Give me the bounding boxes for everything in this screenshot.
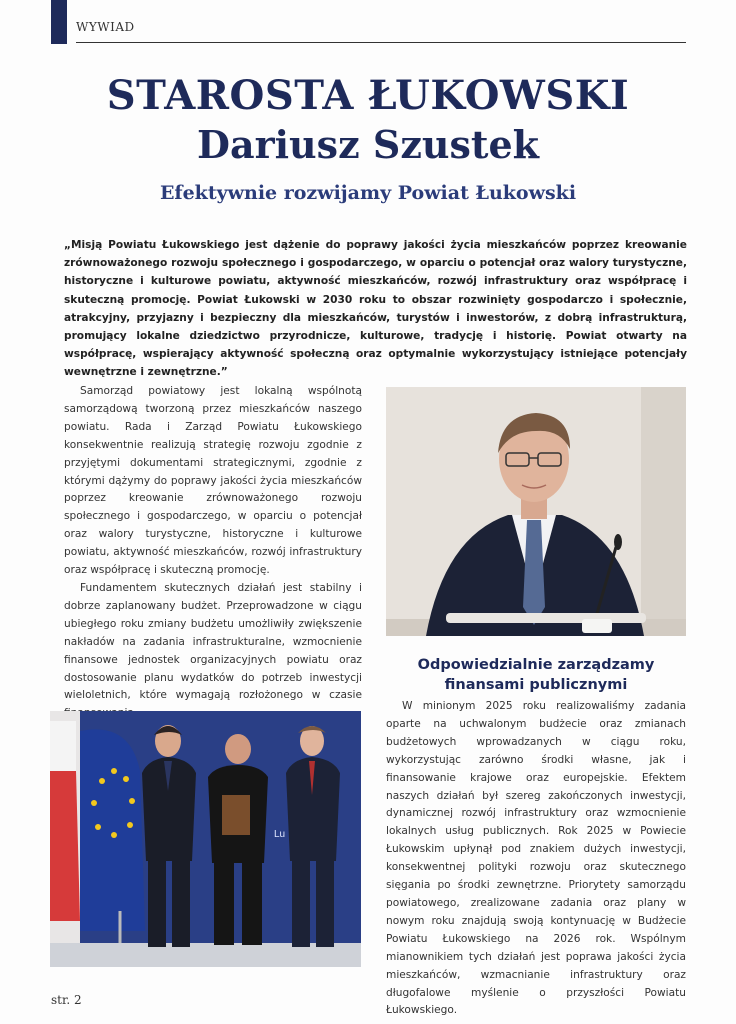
page-number: str. 2 <box>51 993 82 1007</box>
finance-subheading-line1: Odpowiedzialnie zarządzamy <box>417 657 655 673</box>
starosta-portrait-photo <box>386 387 686 636</box>
finance-subheading <box>386 655 686 695</box>
finance-subheading-line2: finansami publicznymi <box>444 677 628 693</box>
lead-quote: „Misją Powiatu Łukowskiego jest dążenie do poprawy jakości życia mieszkańców poprzez kreowanie zrównoważonego rozwoju społecznego i gospodarczego, w oparciu o potencjał oraz walory turystyczne, historyczne i kulturowe powiatu, aktywność mieszkańców, rozwój infrastruktury oraz współpracę i skuteczną promocję. Powiat Łukowski w 2030 roku to obszar rozwinięty gospodarczo i społecznie, atrakcyjny, przyjazny i bezpieczny dla mieszkańców, turystów i inwestorów, z dobrą infrastrukturą, promujący lokalne dziedzictwo przyrodnicze, kulturowe, tradycję i historię. Powiat otwarty na współpracę, wspierający aktywność społeczną oraz optymalnie wykorzystujący istniejące potencjały wewnętrzne i zewnętrzne.” <box>64 239 687 379</box>
right-text-column <box>386 698 686 1020</box>
backdrop-text-2: Lu <box>274 829 286 840</box>
headline-subtitle: Efektywnie rozwijamy Powiat Łukowski <box>159 182 577 204</box>
left-paragraph-2: Fundamentem skutecznych działań jest stabilny i dobrze zaplanowany budżet. Przeprowadzone w ciągu ubiegłego roku zmiany budżetu umożliwiły zwiększenie nakładów na zadania infrastrukturalne, wzmocnienie finansowe jednostek organizacyjnych powiatu oraz dostosowanie planu wydatków do potrzeb inwestycji wieloletnich, które wymagają rozłożonego w czasie <box>64 581 362 702</box>
left-paragraph-1: Samorząd powiatowy jest lokalną wspólnotą samorządową tworzoną przez mieszkańców naszego powiatu. Rada i Zarząd Powiatu Łukowskiego konsekwentnie realizują strategię rozwoju zgodnie z przyjętymi dokumentami strategicznymi, zgodnie z którymi dążymy do poprawy jakości życia mieszkańców poprzez kreowanie zrównoważonego rozwoju społecznego i gospodarczego, w oparciu o potencjał oraz walory turystyczne, historyczne i kulturowe powiatu, aktywność mieszkańców, rozwój infrastruktury oraz współpracę i skuteczną promocję. <box>64 385 362 577</box>
right-paragraph-1: W minionym 2025 roku realizowaliśmy zadania oparte na uchwalonym budżecie oraz zmianach budżetowych wprowadzanych w ciągu roku, wykorzystując zarówno środki własne, jak i finansowanie krajowe oraz europejskie. Efektem naszych działań był szereg zakończonych inwestycji, dynamicznej rozwój infrastruktury oraz wzmocnienie lokalnych usług publicznych. Rok 2025 w Powiecie Łukowskim upłynął pod znakiem dużych inwestycji, konsekwentnej polityki rozwoju oraz skutecznego sięgania po środki zewnętrzne. Priorytety samorządu powiatowego, zrealizowane zadania oraz plany w nowym roku znajdują swoją kontynuację w Budżecie Powiatu Łukowskiego na 2026 rok. Wspólnym mianownikiem tych działań jest poprawa jakości życia mieszkańców, wzmacnianie infrastruktury oraz długofalowe myślenie o przyszłości Powiatu Łukowskiego. <box>386 700 686 1017</box>
group-photo <box>50 711 361 967</box>
group-photo-illustration <box>50 711 361 967</box>
section-color-bar <box>51 0 67 44</box>
left-text-column <box>64 383 362 723</box>
headline-name: Dariusz Szustek <box>197 122 539 167</box>
portrait-illustration <box>386 387 686 636</box>
headline-title: STAROSTA ŁUKOWSKI <box>106 72 630 119</box>
header-rule <box>76 42 686 43</box>
section-label: WYWIAD <box>76 20 135 34</box>
